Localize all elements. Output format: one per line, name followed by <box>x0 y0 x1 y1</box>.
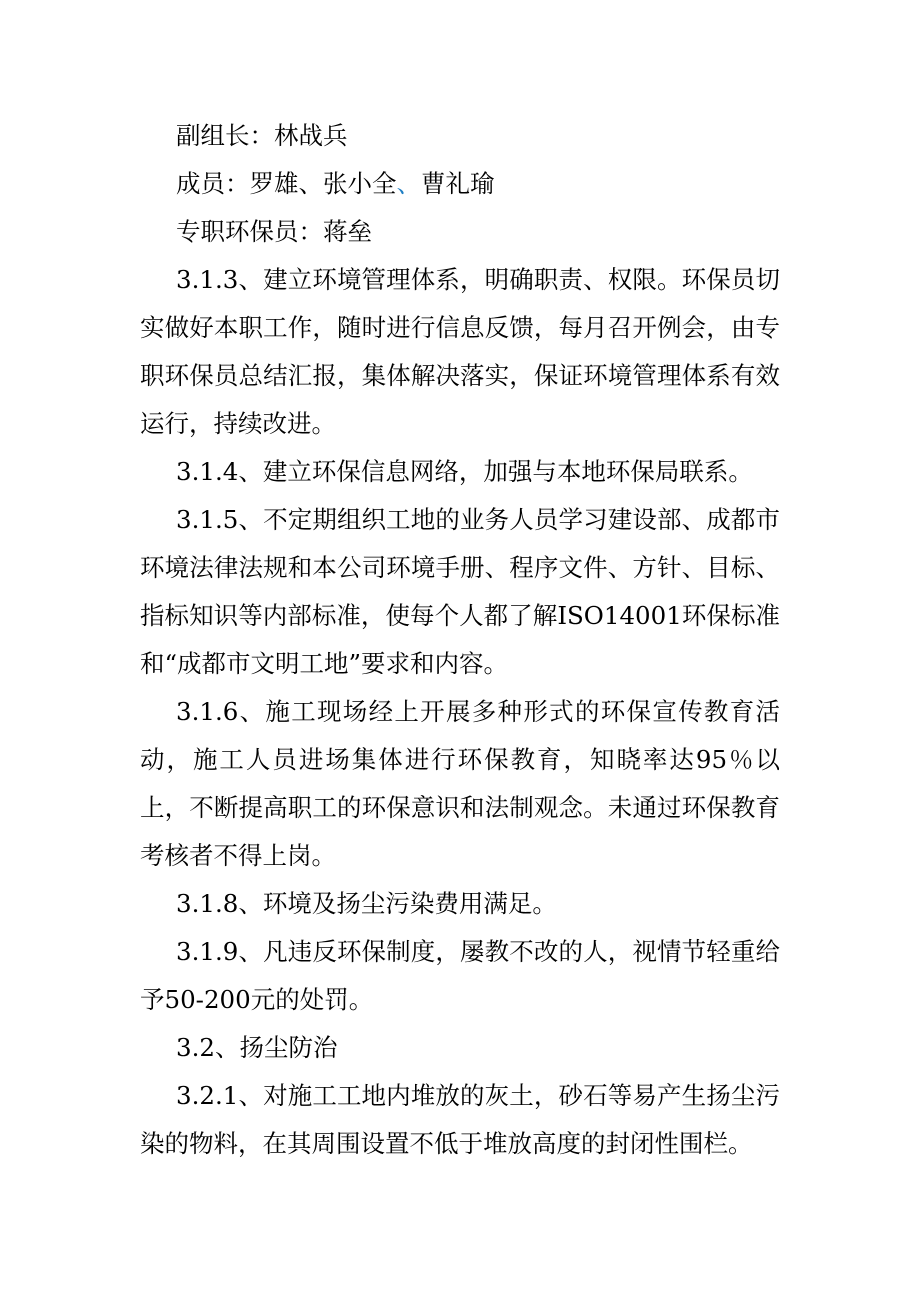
paragraph-3-1-8: 3.1.8、环境及扬尘污染费用满足。 <box>176 889 557 918</box>
document-body <box>140 112 780 1168</box>
paragraph-3-1-9: 3.1.9、凡违反环保制度，屡教不改的人，视情节轻重给予50-200元的处罚。 <box>140 937 780 1014</box>
members-line <box>140 160 780 208</box>
members-text: 成员：罗雄、张小全 <box>176 169 397 198</box>
members-separator: 、 <box>396 169 421 198</box>
env-officer-line: 专职环保员：蒋垒 <box>176 217 372 246</box>
paragraph-3-1-5: 3.1.5、不定期组织工地的业务人员学习建设部、成都市环境法律法规和本公司环境手册、程序文件、方针、目标、指标知识等内部标准，使每个人都了解ISO14001环保标准和“成都市文明工地”要求和内容。 <box>140 505 780 678</box>
paragraph-3-2-1: 3.2.1、对施工工地内堆放的灰土，砂石等易产生扬尘污染的物料，在其周围设置不低于堆放高度的封闭性围栏。 <box>140 1081 780 1158</box>
members-last: 曹礼瑜 <box>421 169 495 198</box>
paragraph-3-1-3: 3.1.3、建立环境管理体系，明确职责、权限。环保员切实做好本职工作，随时进行信息反馈，每月召开例会，由专职环保员总结汇报，集体解决落实，保证环境管理体系有效运行，持续改进。 <box>140 265 780 438</box>
paragraph-3-1-4: 3.1.4、建立环保信息网络，加强与本地环保局联系。 <box>176 457 753 486</box>
section-heading-3-2: 3.2、扬尘防治 <box>176 1033 338 1062</box>
deputy-leader-line: 副组长：林战兵 <box>176 121 348 150</box>
paragraph-3-1-6: 3.1.6、施工现场经上开展多种形式的环保宣传教育活动，施工人员进场集体进行环保教育，知晓率达95％以上，不断提高职工的环保意识和法制观念。未通过环保教育考核者不得上岗。 <box>140 697 780 870</box>
